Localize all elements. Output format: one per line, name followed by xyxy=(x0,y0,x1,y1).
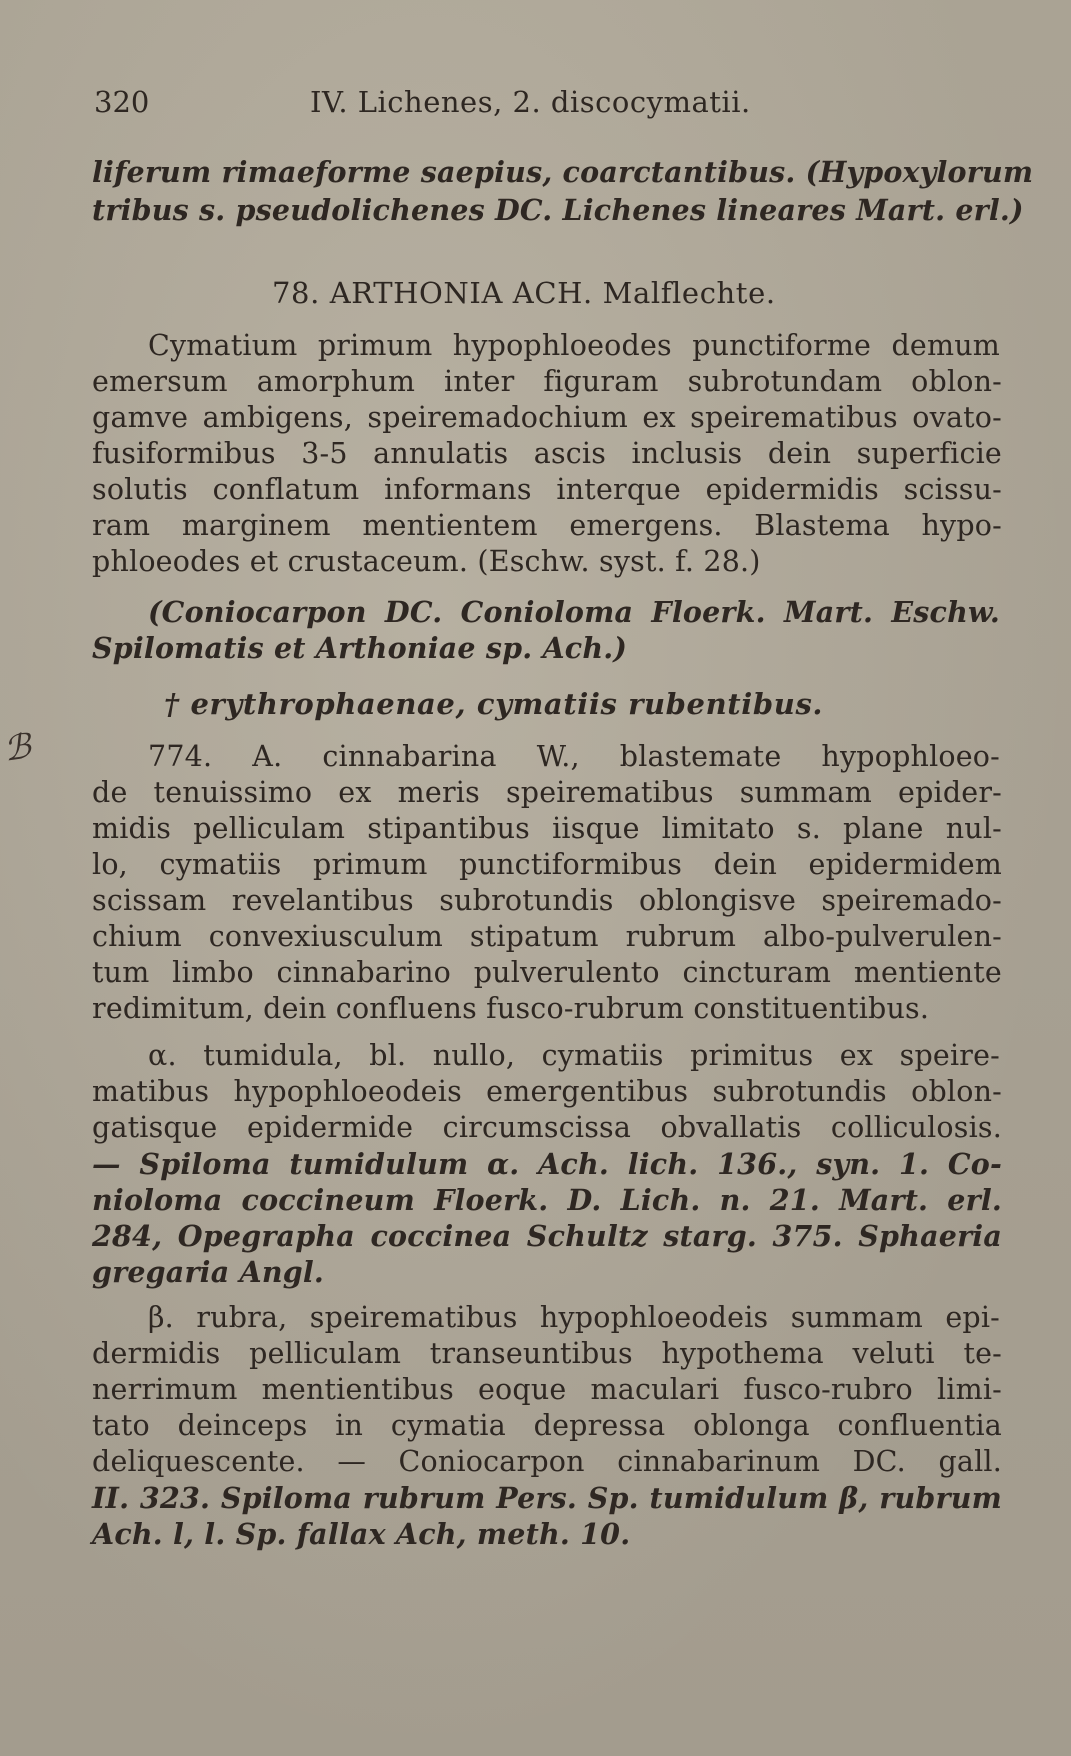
margin-annotation: ℬ xyxy=(1,726,34,770)
running-head: IV. Lichenes, 2. discocymatii. xyxy=(310,85,751,119)
page-number: 320 xyxy=(94,85,150,119)
variety-alpha-synonym-line: — Spiloma tumidulum α. Ach. lich. 136., syn. 1. Co- xyxy=(92,1147,1002,1181)
page-header xyxy=(92,82,992,122)
species-description-line: redimitum, dein confluens fusco-rubrum constituentibus. xyxy=(92,992,930,1025)
variety-beta-line: nerrimum mentientibus eoque maculari fusco-rubro limi- xyxy=(92,1373,1002,1406)
genus-description-line: fusiformibus 3-5 annulatis ascis inclusis dein superficie xyxy=(92,437,1002,470)
genus-description-line: gamve ambigens, speiremadochium ex speirematibus ovato- xyxy=(92,401,1002,434)
variety-alpha-synonym-line: nioloma coccineum Floerk. D. Lich. n. 21. Mart. erl. xyxy=(92,1183,1002,1217)
species-description-line: de tenuissimo ex meris speirematibus summam epider- xyxy=(92,776,1002,809)
variety-alpha-lead: α. tumidula, bl. nullo, cymatiis primitus ex speire- xyxy=(148,1039,1000,1072)
genus-description-line: solutis conflatum informans interque epidermidis scissu- xyxy=(92,473,1002,506)
variety-beta-lead: β. rubra, speirematibus hypophloeodeis summam epi- xyxy=(148,1301,1000,1334)
variety-alpha-line: gatisque epidermide circumscissa obvallatis colliculosis. xyxy=(92,1111,1002,1144)
genus-description-line: ram marginem mentientem emergens. Blastema hypo- xyxy=(92,509,1002,542)
genus-description-line: Cymatium primum hypophloeodes punctiforme demum xyxy=(148,329,1000,362)
intro-line: tribus s. pseudolichenes DC. Lichenes lineares Mart. erl.) xyxy=(92,193,1024,227)
intro-line: liferum rimaeforme saepius, coarctantibus. (Hypoxylorum xyxy=(92,155,1034,189)
synonym-line: Spilomatis et Arthoniae sp. Ach.) xyxy=(92,631,628,665)
variety-alpha-synonym-line: 284, Opegrapha coccinea Schultz starg. 375. Sphaeria xyxy=(92,1219,1002,1253)
genus-heading: 78. ARTHONIA ACH. Malflechte. xyxy=(272,276,776,310)
variety-beta-synonym-line: Ach. l, l. Sp. fallax Ach, meth. 10. xyxy=(92,1517,631,1551)
variety-beta-line: deliquescente. — Coniocarpon cinnabarinum DC. gall. xyxy=(92,1445,1002,1478)
section-heading: † erythrophaenae, cymatiis rubentibus. xyxy=(164,687,824,721)
species-description-line: midis pelliculam stipantibus iisque limitato s. plane nul- xyxy=(92,812,1002,845)
genus-description-line: emersum amorphum inter figuram subrotundam oblon- xyxy=(92,365,1002,398)
variety-beta-line: dermidis pelliculam transeuntibus hypothema veluti te- xyxy=(92,1337,1002,1370)
genus-description-line: phloeodes et crustaceum. (Eschw. syst. f. 28.) xyxy=(92,545,761,578)
variety-alpha-line: matibus hypophloeodeis emergentibus subrotundis oblon- xyxy=(92,1075,1002,1108)
synonym-line: (Coniocarpon DC. Conioloma Floerk. Mart. Eschw. xyxy=(148,595,1000,629)
species-description-line: chium convexiusculum stipatum rubrum albo-pulverulen- xyxy=(92,920,1002,953)
species-description-line: lo, cymatiis primum punctiformibus dein epidermidem xyxy=(92,848,1002,881)
species-heading-line: 774. A. cinnabarina W., blastemate hypophloeo- xyxy=(148,740,1000,773)
species-description-line: scissam revelantibus subrotundis oblongisve speiremado- xyxy=(92,884,1002,917)
variety-alpha-synonym-line: gregaria Angl. xyxy=(92,1255,325,1289)
variety-beta-synonym-line: II. 323. Spiloma rubrum Pers. Sp. tumidulum β, rubrum xyxy=(92,1481,1002,1515)
variety-beta-line: tato deinceps in cymatia depressa oblonga confluentia xyxy=(92,1409,1002,1442)
species-description-line: tum limbo cinnabarino pulverulento cincturam mentiente xyxy=(92,956,1002,989)
